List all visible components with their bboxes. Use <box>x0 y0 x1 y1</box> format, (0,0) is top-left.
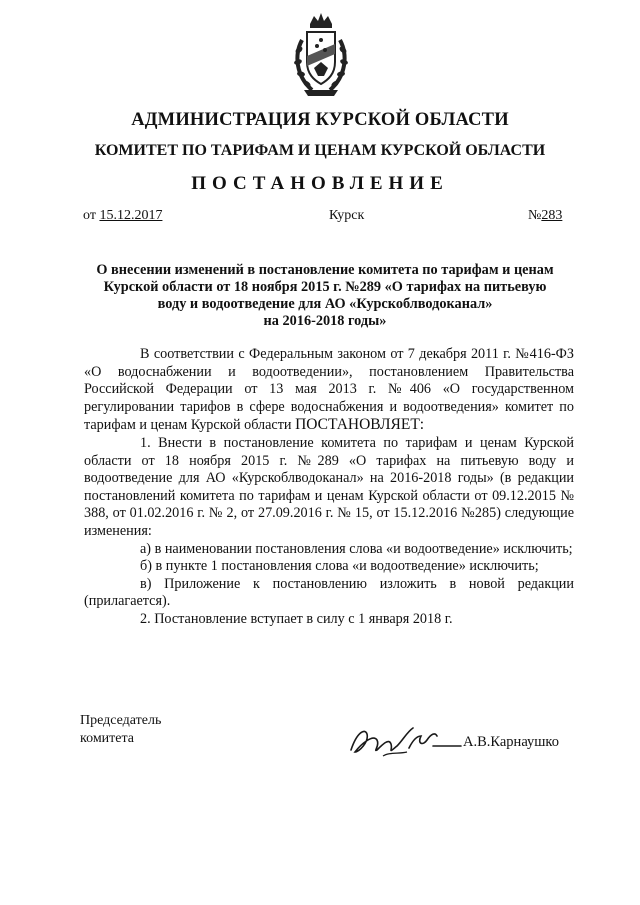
item-1c-paragraph: в) Приложение к постановлению изложить в новой редакции (прилагается). <box>84 575 574 610</box>
date-value: 15.12.2017 <box>99 208 163 223</box>
position-line: Председатель <box>80 713 162 728</box>
subject-line: на 2016-2018 годы» <box>263 313 387 329</box>
date-prefix: от <box>83 208 100 223</box>
coat-of-arms-icon <box>290 10 352 98</box>
item-2-paragraph: 2. Постановление вступает в силу с 1 января 2018 г. <box>140 610 453 627</box>
signer-position <box>80 712 161 748</box>
organization-title: АДМИНИСТРАЦИЯ КУРСКОЙ ОБЛАСТИ <box>131 110 509 130</box>
position-line: комитета <box>80 731 135 746</box>
document-subject <box>80 262 570 330</box>
item-1a-paragraph: а) в наименовании постановления слова «и водоотведение» исключить; <box>140 540 573 557</box>
number-value: 283 <box>541 208 563 223</box>
subject-line: О внесении изменений в постановление комитета по тарифам и ценам <box>96 262 554 278</box>
preamble-text: В соответствии с Федеральным законом от 7 декабря 2011 г. №416-ФЗ «О водоснабжении и водоотведении», постановлением Правительства Российской Федерации от 13 мая 2013 г. №406 «О государственном регулировании тарифов в сфере водоснабжения и водоотведения» комитет по тарифам и ценам Курской области <box>84 346 574 434</box>
document-number <box>528 208 562 224</box>
document-body <box>84 346 574 629</box>
document-date <box>83 208 162 224</box>
handwritten-signature-icon <box>347 722 462 764</box>
signer-name: А.В.Карнаушко <box>463 734 559 750</box>
document-city: Курск <box>329 208 365 223</box>
resolves-word: ПОСТАНОВЛЯЕТ: <box>295 416 425 434</box>
document-type-title: ПОСТАНОВЛЕНИЕ <box>191 173 449 194</box>
committee-title: КОМИТЕТ ПО ТАРИФАМ И ЦЕНАМ КУРСКОЙ ОБЛАСТИ <box>94 142 546 159</box>
number-prefix: № <box>528 208 542 223</box>
preamble-paragraph <box>84 346 574 435</box>
subject-line: Курской области от 18 ноября 2015 г. №289 «О тарифах на питьевую <box>103 279 547 295</box>
item-1b-paragraph: б) в пункте 1 постановления слова «и водоотведение» исключить; <box>140 558 539 575</box>
subject-line: воду и водоотведение для АО «Курскоблводоканал» <box>157 296 493 312</box>
item-1-paragraph: 1. Внести в постановление комитета по тарифам и ценам Курской области от 18 ноября 2015 г. №289 «О тарифах на питьевую воду и водоотведение для АО «Курскоблводоканал» на 2016-2018 годы» (в редакции постановлений комитета по тарифам и ценам Курской области от 09.12.2015 № 388, от 01.02.2016 г. № 2, от 27.09.2016 г. № 15, от 15.12.2016 №285) следующие изменения: <box>84 434 574 539</box>
